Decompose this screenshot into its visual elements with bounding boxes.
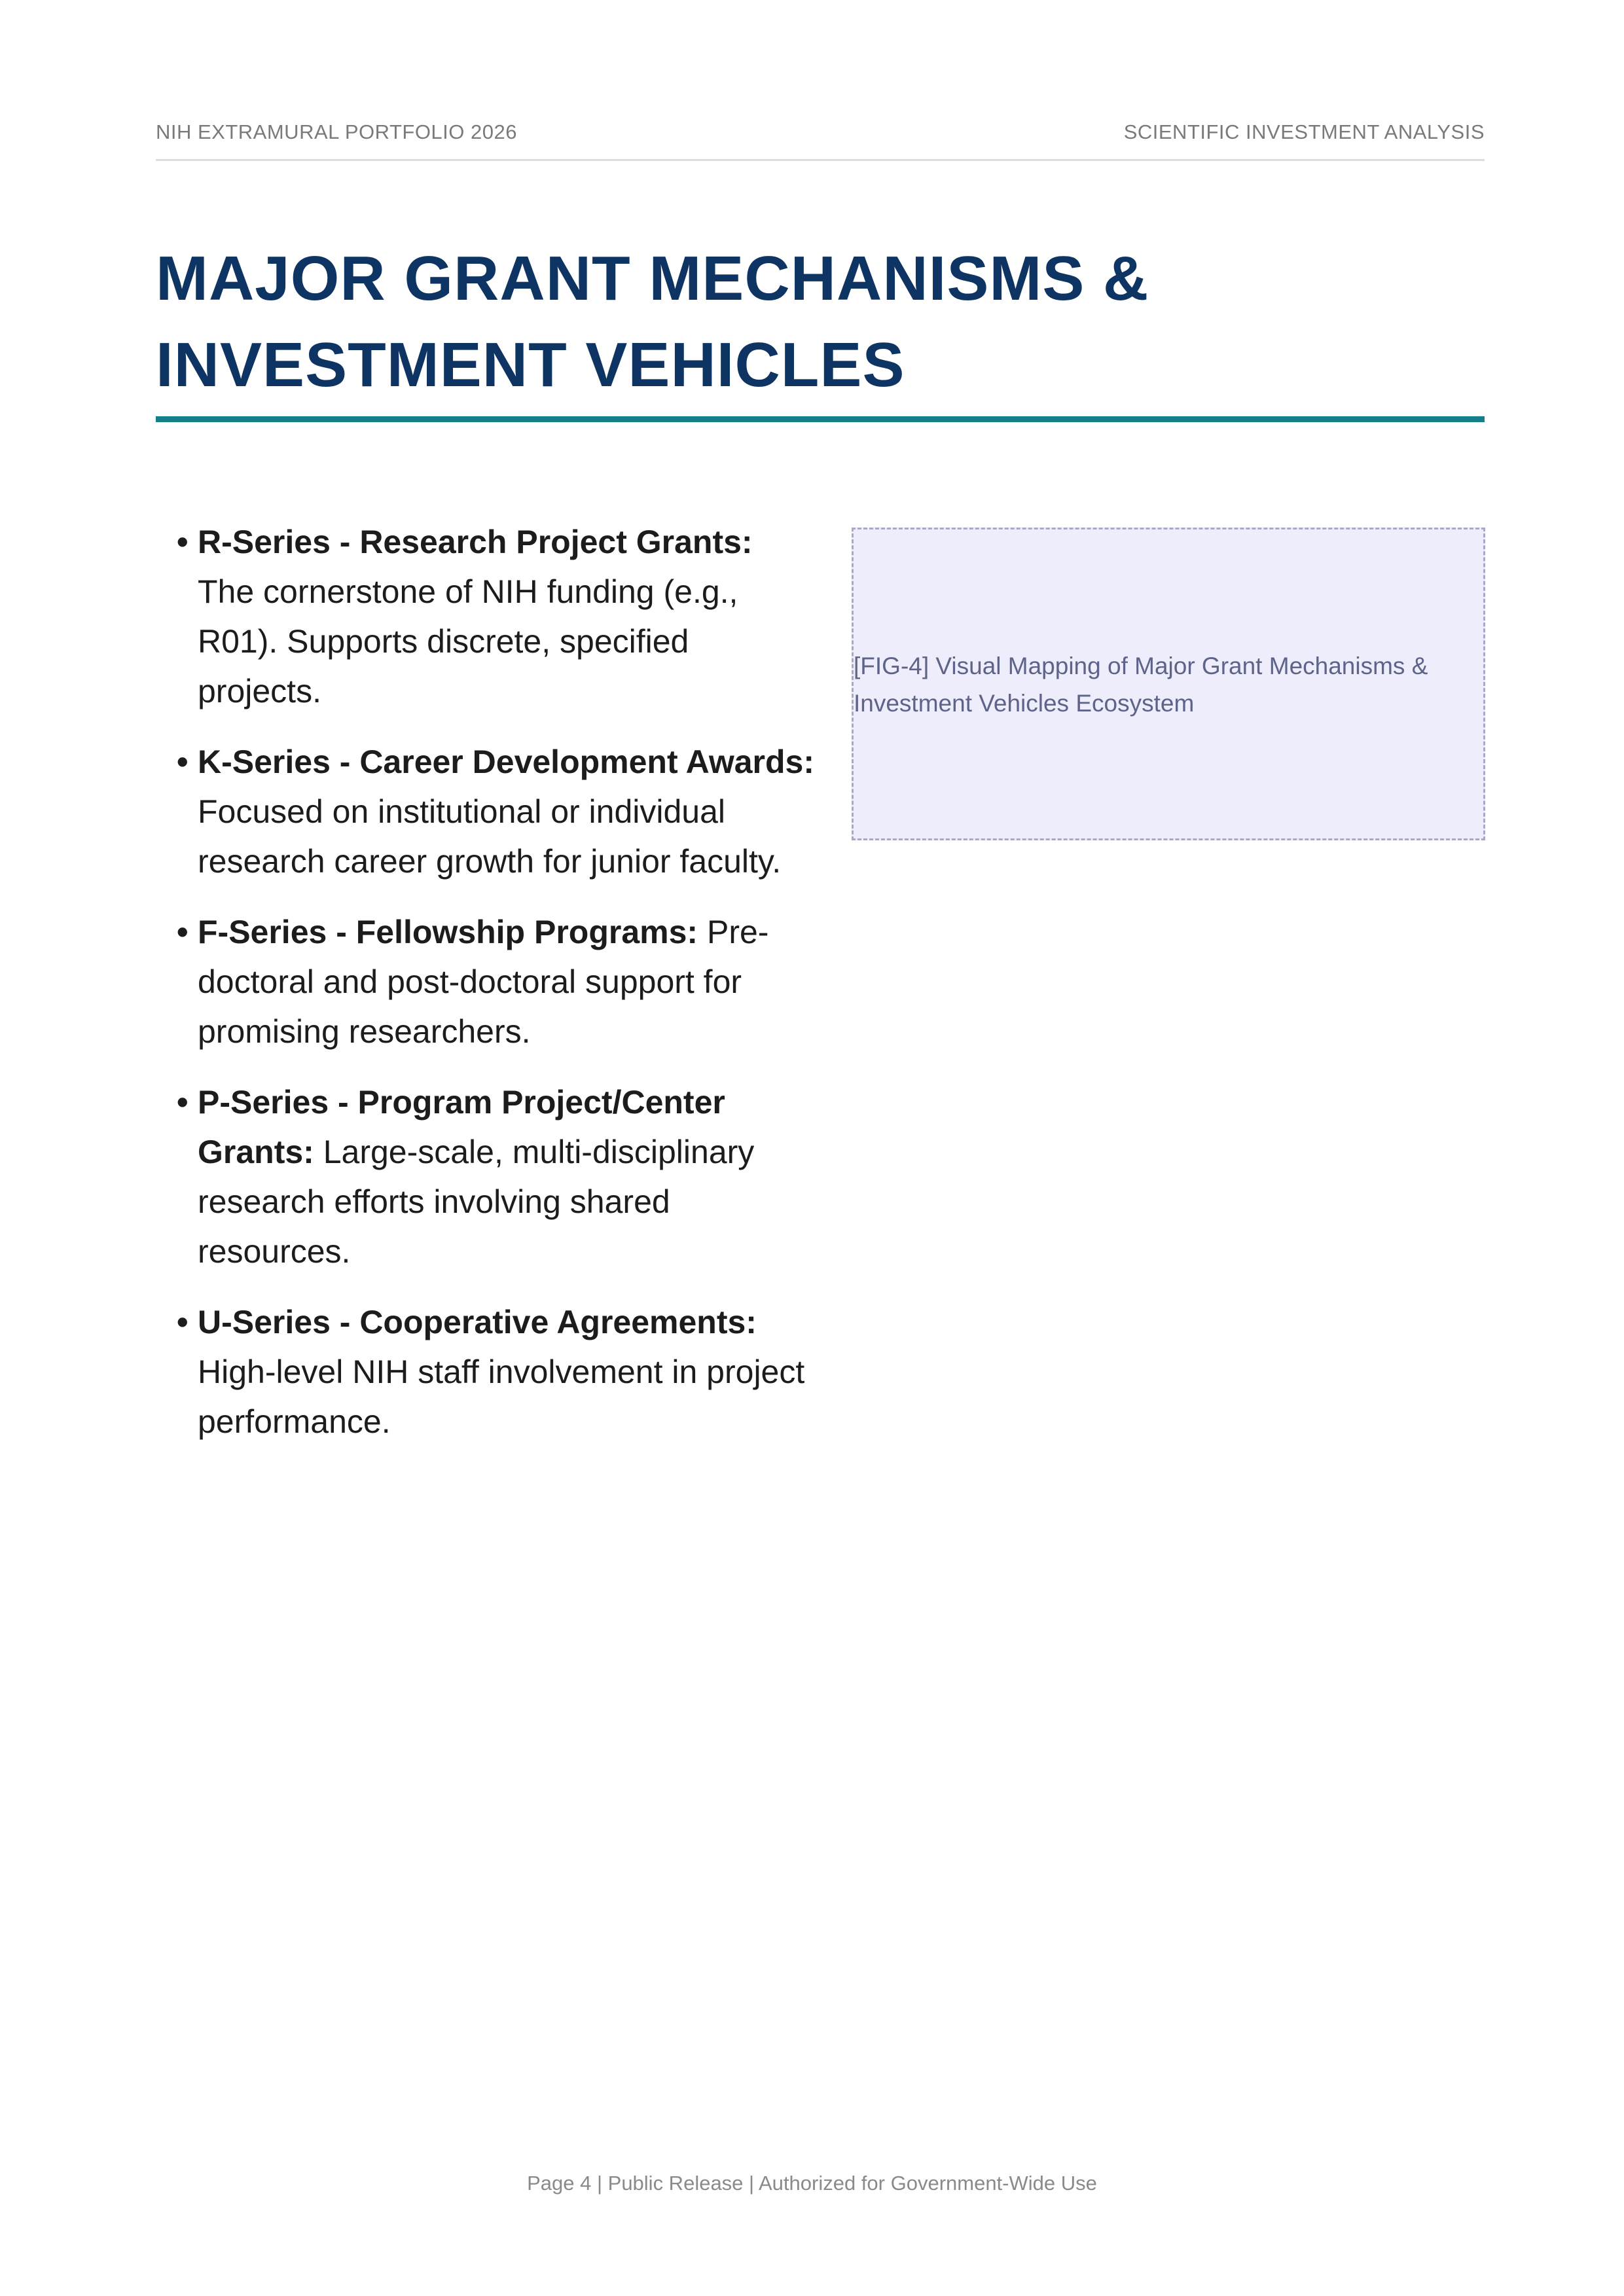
header-right-text: SCIENTIFIC INVESTMENT ANALYSIS xyxy=(1123,120,1485,143)
title-divider xyxy=(156,416,1485,422)
mechanism-term: R-Series - Research Project Grants: xyxy=(198,524,753,560)
list-item-k-series xyxy=(156,737,817,886)
mechanism-description: High-level NIH staff involvement in project performance. xyxy=(198,1354,805,1440)
mechanism-term: K-Series - Career Development Awards: xyxy=(198,744,815,780)
mechanism-description: Focused on institutional or individual research career growth for junior faculty. xyxy=(198,793,782,880)
list-item-f-series xyxy=(156,907,817,1056)
figure-caption: [FIG-4] Visual Mapping of Major Grant Mechanisms & Investment Vehicles Ecosystem xyxy=(854,653,1428,717)
mechanism-term: U-Series - Cooperative Agreements: xyxy=(198,1304,757,1340)
mechanism-term: P-Series - Program Project/Center Grants: xyxy=(198,1084,725,1170)
list-item-r-series xyxy=(156,517,817,716)
page-footer: Page 4 | Public Release | Authorized for Government-Wide Use xyxy=(527,2172,1097,2195)
bullet-icon: • xyxy=(177,1084,189,1121)
bullet-icon: • xyxy=(177,1304,189,1340)
list-item-p-series xyxy=(156,1077,817,1276)
figure-placeholder xyxy=(852,528,1485,840)
mechanism-list xyxy=(156,517,817,1467)
bullet-icon: • xyxy=(177,524,189,560)
bullet-icon: • xyxy=(177,744,189,780)
mechanism-description: Large-scale, multi-disciplinary research efforts involving shared resources. xyxy=(198,1134,755,1270)
mechanism-description: Pre-doctoral and post-doctoral support for promising researchers. xyxy=(198,914,769,1050)
header-left-text: NIH EXTRAMURAL PORTFOLIO 2026 xyxy=(156,120,517,143)
page-title: MAJOR GRANT MECHANISMS & INVESTMENT VEHICLES xyxy=(156,243,1149,400)
bullet-icon: • xyxy=(177,914,189,950)
list-item-u-series xyxy=(156,1297,817,1446)
running-header xyxy=(156,118,1485,161)
mechanism-term: F-Series - Fellowship Programs: xyxy=(198,914,707,950)
mechanism-description: The cornerstone of NIH funding (e.g., R01). Supports discrete, specified projects. xyxy=(198,573,738,709)
